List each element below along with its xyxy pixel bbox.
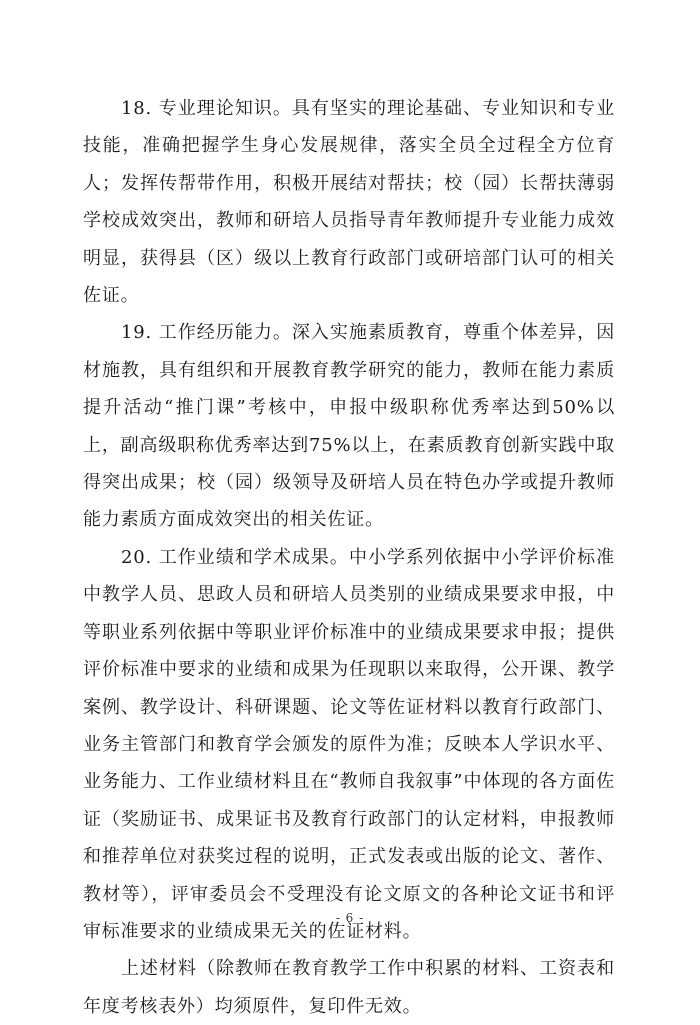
document-body (83, 90, 615, 1025)
paragraph-professional-theory: 18. 专业理论知识。具有坚实的理论基础、专业知识和专业技能，准确把握学生身心发展规律，落实全员全过程全方位育人；发挥传帮带作用，积极开展结对帮扶；校（园）长帮扶薄弱学校成效突出，教师和研培人员指导青年教师提升专业能力成效明显，获得县（区）级以上教育行政部门或研培部门认可的相关佐证。 (83, 98, 615, 307)
paragraph-achievements: 20. 工作业绩和学术成果。中小学系列依据中小学评价标准中教学人员、思政人员和研培人员类别的业绩成果要求申报，中等职业系列依据中等职业评价标准中的业绩成果要求申报；提供评价标准中要求的业绩和成果为任现职以来取得，公开课、教学案例、教学设计、科研课题、论文等佐证材料以教育行政部门、业务主管部门和教育学会颁发的原件为准；反映本人学识水平、业务能力、工作业绩材料且在“教师自我叙事”中体现的各方面佐证（奖励证书、成果证书及教育行政部门的认定材料，申报教师和推荐单位对获奖过程的说明，正式发表或出版的论文、著作、教材等），评审委员会不受理没有论文原文的各种论文证书和评审标准要求的业绩成果无关的佐证材料。 (83, 546, 615, 942)
page-number: - 6 - (335, 911, 365, 925)
paragraph-materials-note: 上述材料（除教师在教育教学工作中积累的材料、工资表和年度考核表外）均须原件，复印件无效。 (83, 958, 615, 1017)
paragraph-work-experience: 19. 工作经历能力。深入实施素质教育，尊重个体差异，因材施教，具有组织和开展教育教学研究的能力，教师在能力素质提升活动“推门课”考核中，申报中级职称优秀率达到50%以上，副高级职称优秀率达到75%以上，在素质教育创新实践中取得突出成果；校（园）级领导及研培人员在特色办学或提升教师能力素质方面成效突出的相关佐证。 (83, 322, 615, 531)
